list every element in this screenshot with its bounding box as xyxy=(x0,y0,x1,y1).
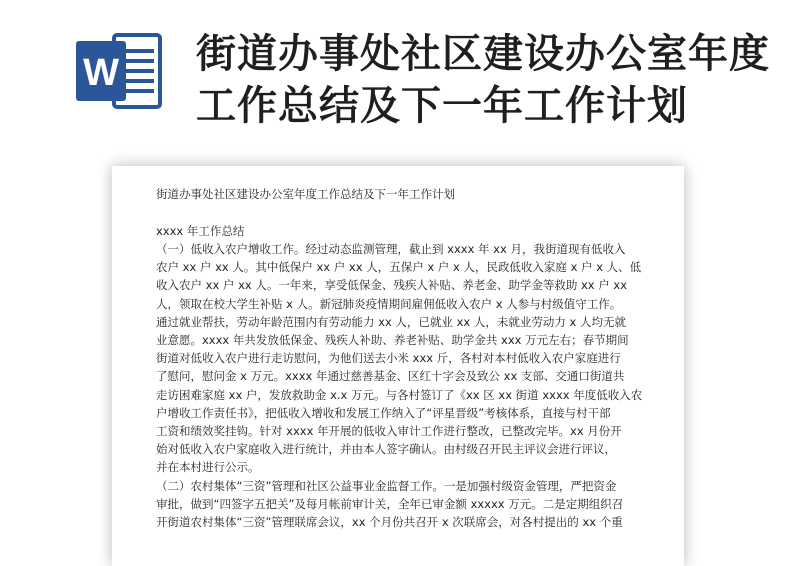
document-heading: 街道办事处社区建设办公室年度工作总结及下一年工作计划 xyxy=(156,187,455,201)
paragraph-line: （一）低收入农户增收工作。经过动态监测管理，截止到 xxxx 年 xx 月，我街道现有低收入 xyxy=(156,242,626,256)
paragraph-line: 始对低收入农户家庭收入进行统计，并由本人签字确认。由村级召开民主评议会进行评议， xyxy=(156,442,616,457)
paragraph-line: 业意愿。xxxx 年共发放低保金、残疾人补助、养老补贴、助学金共 xxx 万元左右；春节期间 xyxy=(156,333,629,348)
paragraph-low-income xyxy=(156,240,643,477)
paragraph-line: 户增收工作责任书》，把低收入增收和发展工作纳入了“评星晋级”考核体系，直接与村干部 xyxy=(156,405,611,420)
paragraph-line: 农户 xx 户 xx 人。其中低保户 xx 户 xx 人，五保户 x 户 x 人，民政低收入家庭 x 户 x 人、低 xyxy=(156,260,642,275)
title-line-2: 工作总结及下一年工作计划 xyxy=(196,83,688,129)
document-subheading: xxxx 年工作总结 xyxy=(156,224,245,238)
paragraph-line: 审批，做到“四签字五把关”及每月帐前审计关，全年已审金额 xxxxx 万元。二是定期组织召 xyxy=(156,496,624,511)
page-title xyxy=(196,28,770,132)
word-icon-graphic xyxy=(74,31,166,111)
paragraph-line: 走访困难家庭 xx 户，发放救助金 x.x 万元。与各村签订了《xx 区 xx 街道 xxxx 年度低收入农 xyxy=(156,387,643,402)
paragraph-line: 街道对低收入农户进行走访慰问，为他们送去小米 xxx 斤，各村对本村低收入农户家庭进行 xyxy=(156,351,621,366)
paragraph-line: 通过就业帮扶，劳动年龄范围内有劳动能力 xx 人，已就业 xx 人，未就业劳动力 x 人均无就 xyxy=(156,314,626,329)
paragraph-line: 收入农户 xx 户 xx 人。一年来，享受低保金、残疾人补贴、养老金、助学金等救助 xx 户 xx xyxy=(156,278,628,293)
title-line-1: 街道办事处社区建设办公室年度 xyxy=(196,31,770,77)
paragraph-line: 开街道农村集体“三资”管理联席会议，xx 个月份共召开 x 次联席会，对各村提出的 xx 个重 xyxy=(156,515,623,530)
word-icon xyxy=(74,31,166,111)
paragraph-line: （二）农村集体“三资”管理和社区公益事业金监督工作。一是加强村级资金管理，严把资金 xyxy=(156,478,617,493)
paragraph-line: 并在本村进行公示。 xyxy=(156,460,260,475)
header xyxy=(0,0,800,165)
word-icon-letter: W xyxy=(83,52,119,94)
document-body xyxy=(156,186,643,531)
paragraph-line: 工资和绩效奖挂钩。针对 xxxx 年开展的低收入审计工作进行整改，已整改完毕。xx 月份开 xyxy=(156,424,622,439)
paragraph-three-assets xyxy=(156,477,640,532)
paragraph-line: 人，领取在校大学生补贴 x 人。新冠肺炎疫情期间雇佣低收入农户 x 人参与村级值守工作。 xyxy=(156,296,622,311)
document-page xyxy=(112,166,684,566)
paragraph-line: 了慰问，慰问金 x 万元。xxxx 年通过慈善基金、区红十字会及致公 xx 支部、交通口街道共 xyxy=(156,369,625,384)
